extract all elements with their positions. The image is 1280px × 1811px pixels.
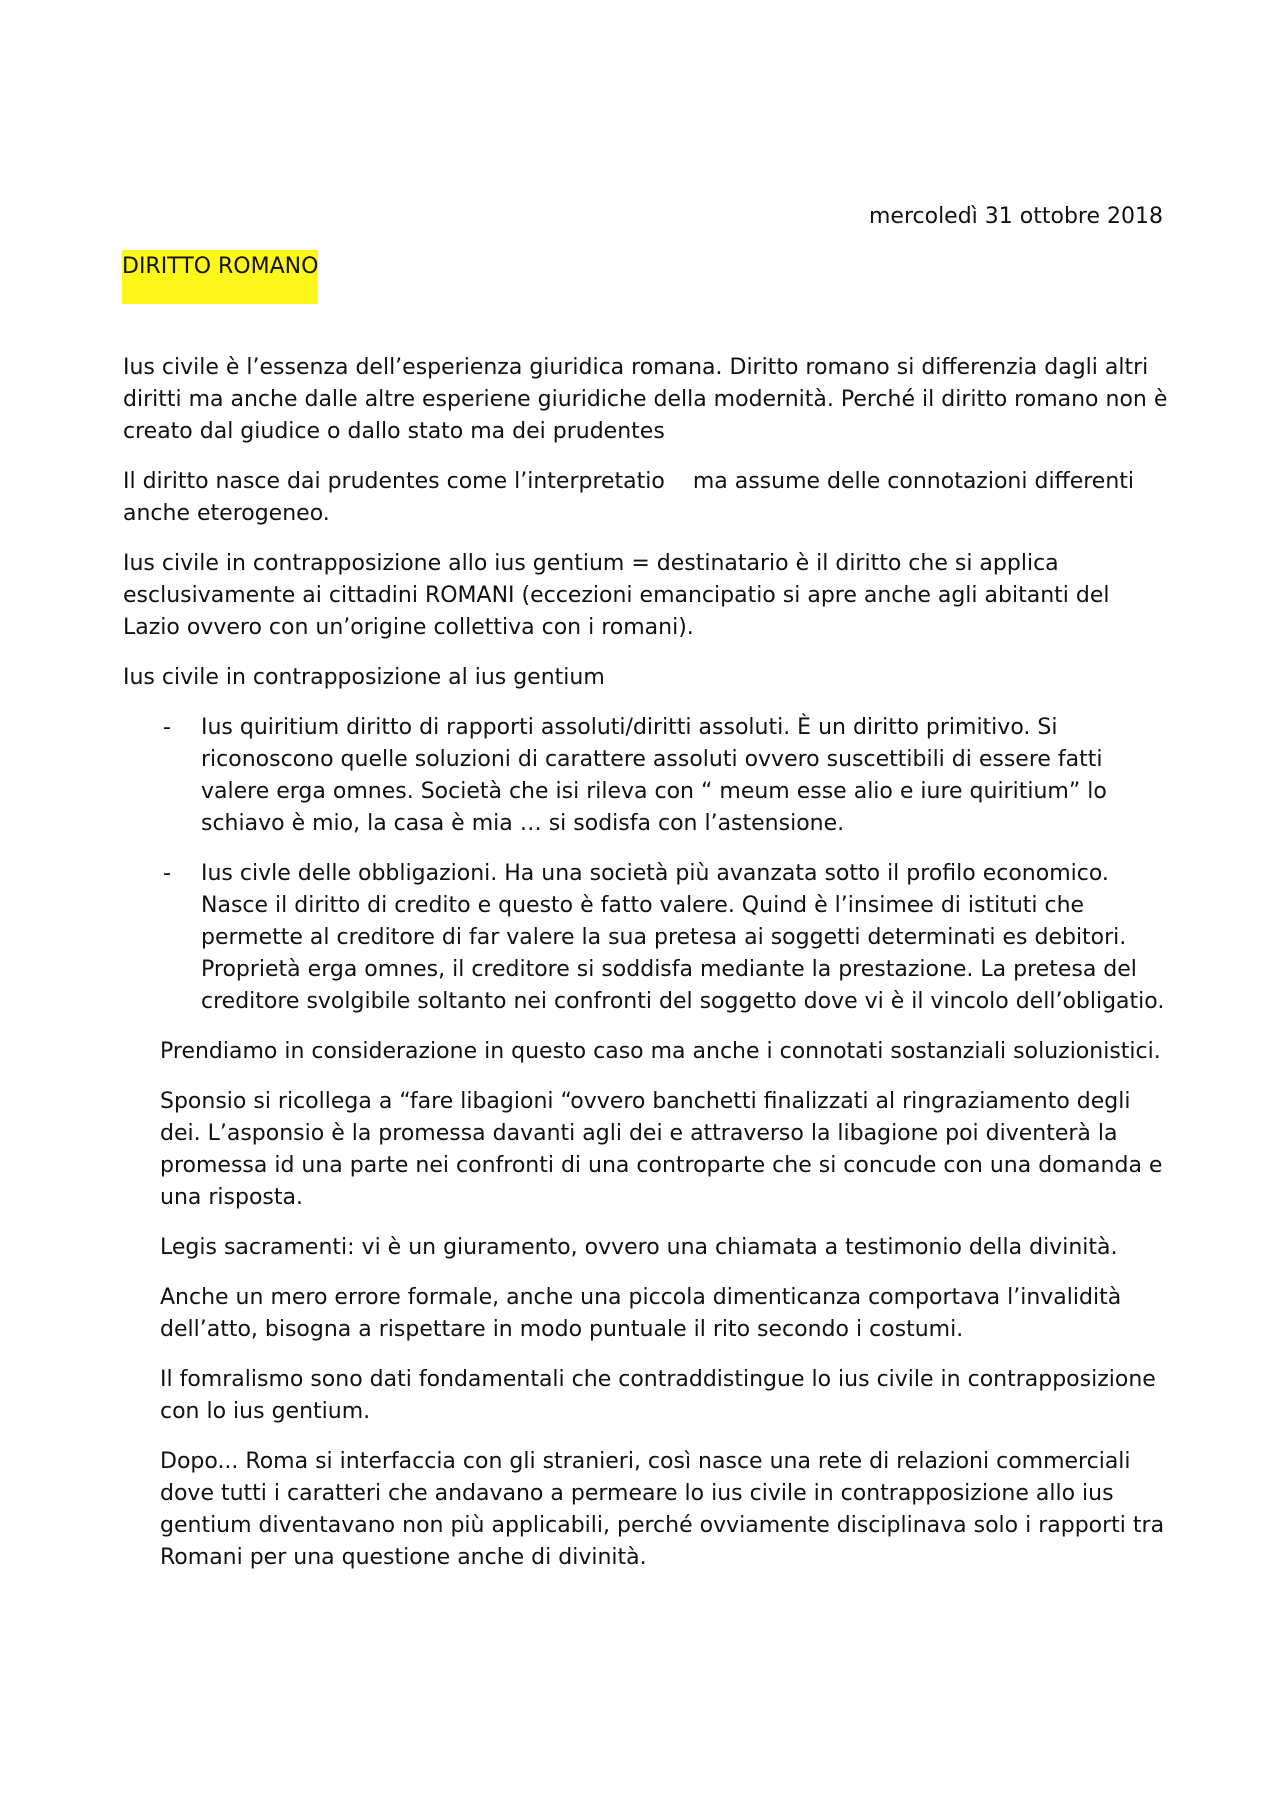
paragraph: Il diritto nasce dai prudentes come l’interpretatio ma assume delle connotazioni differenti anche eterogeneo.	[123, 469, 1142, 526]
document-body	[123, 352, 1168, 1592]
bullet-text: Ius quiritium diritto di rapporti assoluti/diritti assoluti. È un diritto primitivo. Si riconoscono quelle soluzioni di carattere assoluti ovvero suscettibili di essere fatti valere erga omnes. Società che isi rileva con “ meum esse alio e iure quiritium” lo schiavo è mio, la casa è mia … si sodisfa con l’astensione.	[201, 715, 1107, 836]
bullet-text: Ius civle delle obbligazioni. Ha una società più avanzata sotto il profilo economico. Nasce il diritto di credito e questo è fatto valere. Quind è l’insimee di istituti che permette al creditore di far valere la sua pretesa ai soggetti determinati es debitori. Proprietà erga omnes, il creditore si soddisfa mediante la prestazione. La pretesa del creditore svolgibile soltanto nei confronti del soggetto dove vi è il vincolo dell’obligatio.	[201, 861, 1165, 1014]
document-title: DIRITTO ROMANO	[122, 250, 318, 304]
document-date: mercoledì 31 ottobre 2018	[868, 204, 1163, 229]
bullet-item	[123, 858, 1168, 1018]
paragraph: Ius civile in contrapposizione al ius gentium	[123, 665, 605, 690]
paragraph: Legis sacramenti: vi è un giuramento, ovvero una chiamata a testimonio della divinità.	[160, 1235, 1118, 1260]
bullet-list	[123, 712, 1168, 1018]
paragraph: Anche un mero errore formale, anche una piccola dimenticanza comportava l’invalidità dell’atto, bisogna a rispettare in modo puntuale il rito secondo i costumi.	[160, 1285, 1122, 1342]
paragraph: Sponsio si ricollega a “fare libagioni “ovvero banchetti finalizzati al ringraziamento degli dei. L’asponsio è la promessa davanti agli dei e attraverso la libagione poi diventerà la promessa id una parte nei confronti di una controparte che si concude con una domanda e una risposta.	[160, 1089, 1163, 1210]
paragraph: Dopo... Roma si interfaccia con gli stranieri, così nasce una rete di relazioni commerciali dove tutti i caratteri che andavano a permeare lo ius civile in contrapposizione allo ius gentium diventavano non più applicabili, perché ovviamente disciplinava solo i rapporti tra Romani per una questione anche di divinità.	[160, 1449, 1165, 1570]
bullet-item	[123, 712, 1168, 840]
paragraph: Il fomralismo sono dati fondamentali che contraddistingue lo ius civile in contrapposizione con lo ius gentium.	[160, 1367, 1156, 1424]
bullet-marker: -	[163, 861, 171, 886]
paragraph: Ius civile in contrapposizione allo ius gentium = destinatario è il diritto che si applica esclusivamente ai cittadini ROMANI (eccezioni emancipatio si apre anche agli abitanti del Lazio ovvero con un’origine collettiva con i romani).	[123, 551, 1110, 640]
paragraph: Prendiamo in considerazione in questo caso ma anche i connotati sostanziali soluzionistici.	[160, 1039, 1161, 1064]
paragraph: Ius civile è l’essenza dell’esperienza giuridica romana. Diritto romano si differenzia dagli altri diritti ma anche dalle altre esperiene giuridiche della modernità. Perché il diritto romano non è creato dal giudice o dallo stato ma dei prudentes	[123, 355, 1168, 444]
bullet-marker: -	[163, 715, 171, 740]
